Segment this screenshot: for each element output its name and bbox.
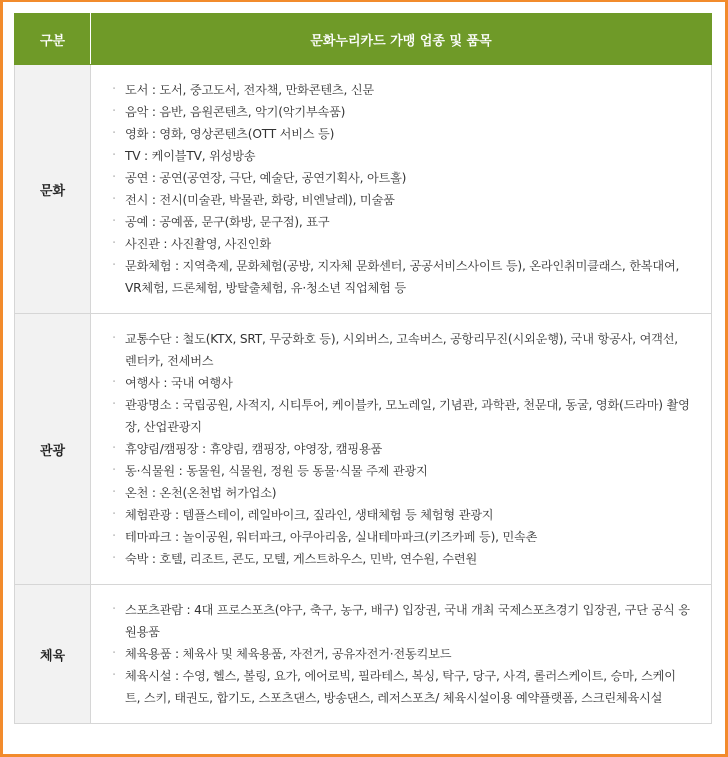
table-body bbox=[15, 65, 712, 724]
header-items: 문화누리카드 가맹 업종 및 품목 bbox=[91, 14, 712, 65]
list-item: · 테마파크 : 놀이공원, 워터파크, 아쿠아리움, 실내테마파크(키즈카페 등), 민속촌 bbox=[111, 526, 691, 548]
list-item: · 체육용품 : 체육사 및 체육용품, 자전거, 공유자전거·전동킥보드 bbox=[111, 643, 691, 665]
list-item: · 동·식물원 : 동물원, 식물원, 정원 등 동물·식물 주제 관광지 bbox=[111, 460, 691, 482]
row-category: 문화 bbox=[15, 65, 91, 314]
row-category: 관광 bbox=[15, 314, 91, 585]
list-item: · 온천 : 온천(온천법 허가업소) bbox=[111, 482, 691, 504]
list-item: · TV : 케이블TV, 위성방송 bbox=[111, 145, 691, 167]
list-item: · 전시 : 전시(미술관, 박물관, 화랑, 비엔날레), 미술품 bbox=[111, 189, 691, 211]
list-item: · 휴양림/캠핑장 : 휴양림, 캠핑장, 야영장, 캠핑용품 bbox=[111, 438, 691, 460]
row-items-cell bbox=[91, 314, 712, 585]
item-list bbox=[111, 79, 691, 299]
list-item: · 도서 : 도서, 중고도서, 전자책, 만화콘텐츠, 신문 bbox=[111, 79, 691, 101]
list-item: · 여행사 : 국내 여행사 bbox=[111, 372, 691, 394]
table-row-tourism bbox=[15, 314, 712, 585]
item-list bbox=[111, 599, 691, 709]
item-list bbox=[111, 328, 691, 570]
row-items-cell bbox=[91, 65, 712, 314]
list-item: · 영화 : 영화, 영상콘텐츠(OTT 서비스 등) bbox=[111, 123, 691, 145]
table-header-row bbox=[15, 14, 712, 65]
header-category: 구분 bbox=[15, 14, 91, 65]
row-category: 체육 bbox=[15, 585, 91, 724]
list-item: · 스포츠관람 : 4대 프로스포츠(야구, 축구, 농구, 배구) 입장권, 국내 개최 국제스포츠경기 입장권, 구단 공식 응원용품 bbox=[111, 599, 691, 643]
list-item: · 체육시설 : 수영, 헬스, 볼링, 요가, 에어로빅, 필라테스, 복싱, 탁구, 당구, 사격, 롤러스케이트, 승마, 스케이트, 스키, 태권도, 합기도, 스포츠댄스, 방송댄스, 레저스포츠/ 체육시설이용 예약플랫폼, 스크린체육시설 bbox=[111, 665, 691, 709]
list-item: · 사진관 : 사진촬영, 사진인화 bbox=[111, 233, 691, 255]
list-item: · 숙박 : 호텔, 리조트, 콘도, 모텔, 게스트하우스, 민박, 연수원, 수련원 bbox=[111, 548, 691, 570]
row-items-cell bbox=[91, 585, 712, 724]
table-row-sports bbox=[15, 585, 712, 724]
table-row-culture bbox=[15, 65, 712, 314]
list-item: · 체험관광 : 템플스테이, 레일바이크, 짚라인, 생태체험 등 체험형 관광지 bbox=[111, 504, 691, 526]
merchant-category-table bbox=[14, 13, 712, 724]
list-item: · 교통수단 : 철도(KTX, SRT, 무궁화호 등), 시외버스, 고속버스, 공항리무진(시외운행), 국내 항공사, 여객선, 렌터카, 전세버스 bbox=[111, 328, 691, 372]
list-item: · 문화체험 : 지역축제, 문화체험(공방, 지자체 문화센터, 공공서비스사이트 등), 온라인취미클래스, 한복대여, VR체험, 드론체험, 방탈출체험, 유·청소년 직업체험 등 bbox=[111, 255, 691, 299]
list-item: · 공예 : 공예품, 문구(화방, 문구점), 표구 bbox=[111, 211, 691, 233]
list-item: · 음악 : 음반, 음원콘텐츠, 악기(악기부속품) bbox=[111, 101, 691, 123]
list-item: · 관광명소 : 국립공원, 사적지, 시티투어, 케이블카, 모노레일, 기념관, 과학관, 천문대, 동굴, 영화(드라마) 촬영장, 산업관광지 bbox=[111, 394, 691, 438]
list-item: · 공연 : 공연(공연장, 극단, 예술단, 공연기획사, 아트홀) bbox=[111, 167, 691, 189]
